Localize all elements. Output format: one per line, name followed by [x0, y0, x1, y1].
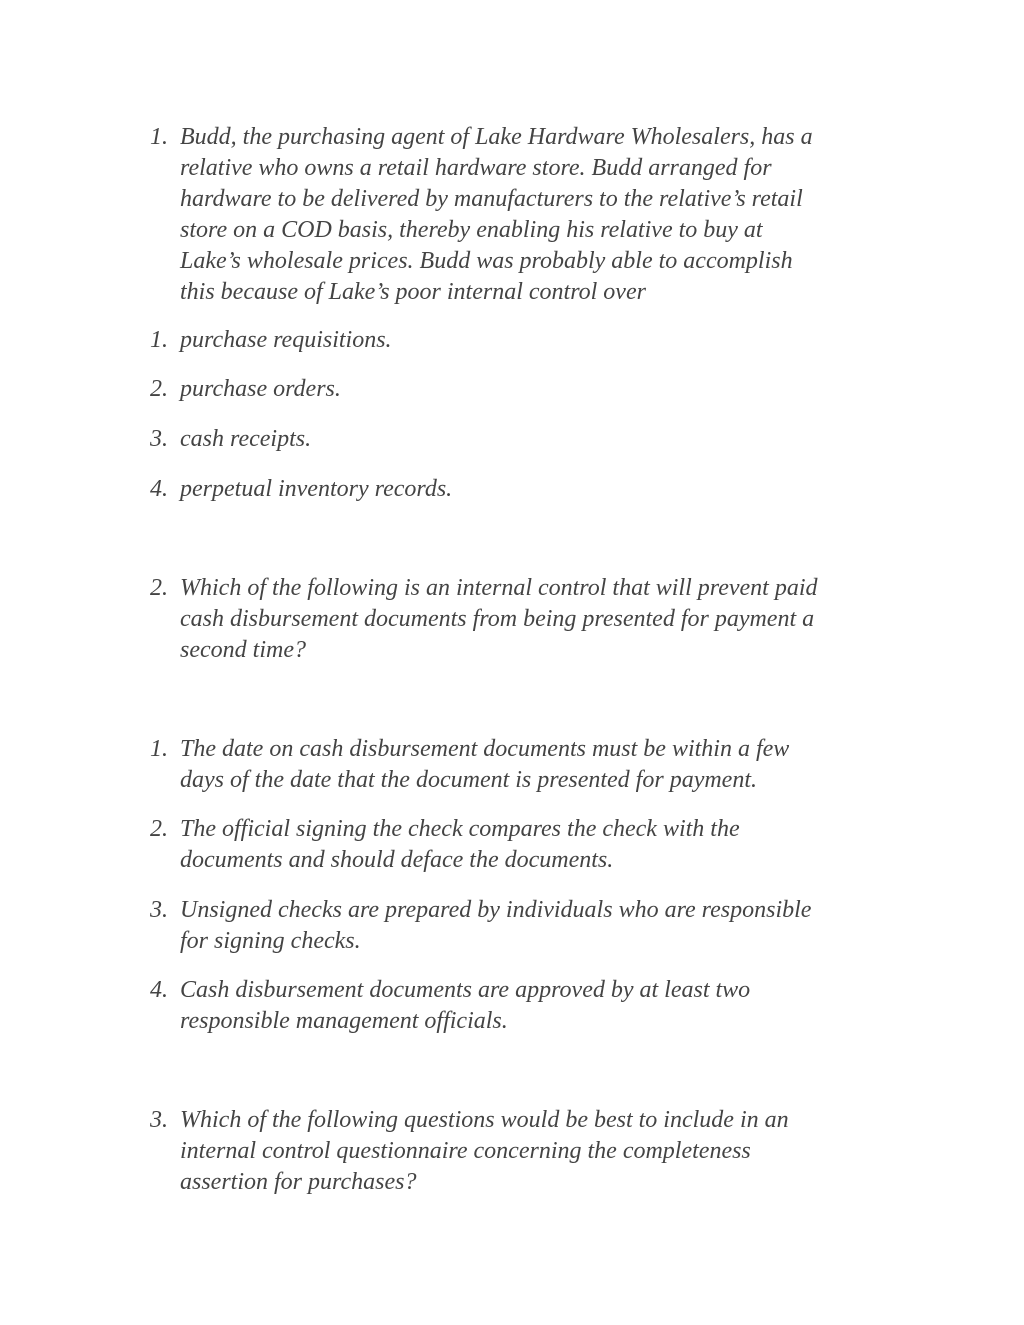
option-text	[180, 424, 910, 455]
option-text-line: perpetual inventory records.	[180, 476, 453, 502]
question-text	[180, 573, 910, 666]
option-text-line: The date on cash disbursement documents must be within a few	[180, 736, 790, 762]
option-number: 4.	[150, 476, 168, 502]
option-text-line: purchase orders.	[180, 376, 341, 402]
question-text	[180, 122, 910, 308]
question-text-line: this because of Lake’s poor internal control over	[180, 279, 646, 305]
answer-option	[150, 895, 910, 957]
answer-option	[150, 474, 910, 505]
option-text	[180, 325, 910, 356]
option-number: 3.	[150, 897, 168, 923]
question-3	[150, 1105, 910, 1198]
question-2	[150, 573, 910, 666]
option-text	[180, 374, 910, 405]
option-number: 2.	[150, 376, 168, 402]
option-text-line: responsible management officials.	[180, 1008, 508, 1034]
question-text-line: store on a COD basis, thereby enabling his relative to buy at	[180, 217, 763, 243]
option-number: 3.	[150, 426, 168, 452]
answer-option	[150, 374, 910, 405]
question-text	[180, 1105, 910, 1198]
option-text-line: cash receipts.	[180, 426, 312, 452]
option-text	[180, 975, 910, 1037]
option-text-line: Cash disbursement documents are approved by at least two	[180, 977, 751, 1003]
question-text-line: assertion for purchases?	[180, 1169, 417, 1195]
option-text	[180, 474, 910, 505]
option-text-line: Unsigned checks are prepared by individuals who are responsible	[180, 897, 812, 923]
answer-option	[150, 975, 910, 1037]
option-text-line: The official signing the check compares the check with the	[180, 816, 740, 842]
question-text-line: hardware to be delivered by manufacturers to the relative’s retail	[180, 186, 803, 212]
question-text-line: cash disbursement documents from being presented for payment a	[180, 606, 815, 632]
question-text-line: relative who owns a retail hardware store. Budd arranged for	[180, 155, 772, 181]
option-number: 1.	[150, 736, 168, 762]
option-number: 4.	[150, 977, 168, 1003]
option-text-line: purchase requisitions.	[180, 327, 392, 353]
question-number: 1.	[150, 124, 168, 150]
option-text-line: documents and should deface the documents.	[180, 847, 614, 873]
question-1	[150, 122, 910, 308]
question-number: 2.	[150, 575, 168, 601]
answer-option	[150, 424, 910, 455]
question-number: 3.	[150, 1107, 168, 1133]
question-text-line: Budd, the purchasing agent of Lake Hardware Wholesalers, has a	[180, 124, 813, 150]
answer-option	[150, 325, 910, 356]
option-text	[180, 895, 910, 957]
option-text	[180, 734, 910, 796]
option-number: 2.	[150, 816, 168, 842]
option-text	[180, 814, 910, 876]
question-text-line: Which of the following questions would be best to include in an	[180, 1107, 789, 1133]
option-number: 1.	[150, 327, 168, 353]
question-text-line: Lake’s wholesale prices. Budd was probably able to accomplish	[180, 248, 793, 274]
answer-option	[150, 734, 910, 796]
question-text-line: second time?	[180, 637, 306, 663]
option-text-line: days of the date that the document is presented for payment.	[180, 767, 757, 793]
question-text-line: Which of the following is an internal control that will prevent paid	[180, 575, 818, 601]
question-text-line: internal control questionnaire concerning the completeness	[180, 1138, 751, 1164]
answer-option	[150, 814, 910, 876]
option-text-line: for signing checks.	[180, 928, 361, 954]
